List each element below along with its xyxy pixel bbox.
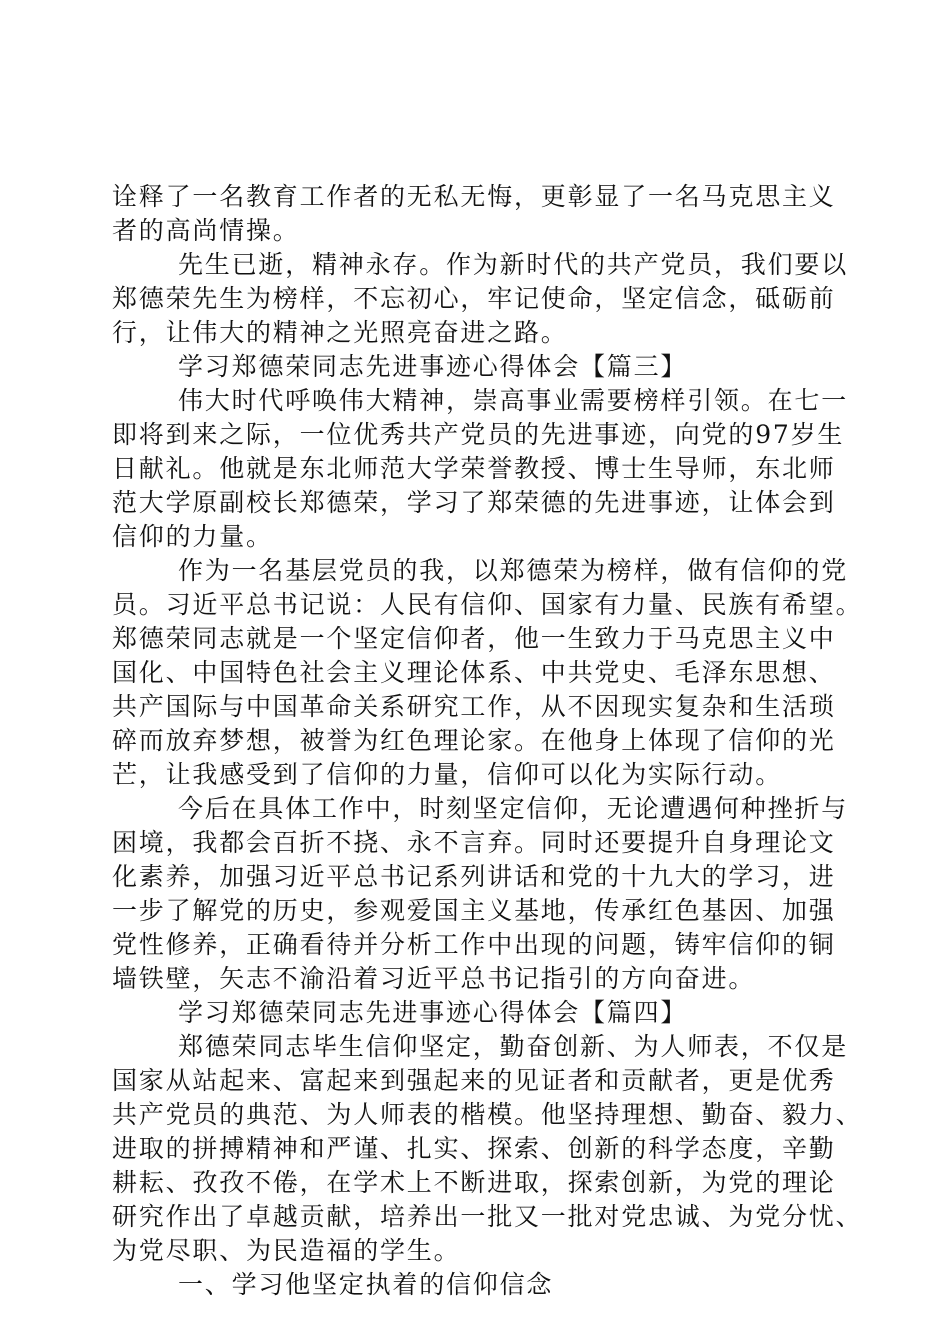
text-line: 进取的拼搏精神和严谨、扎实、探索、创新的科学态度，辛勤 — [112, 1134, 836, 1163]
text-line: 为党尽职、为民造福的学生。 — [112, 1236, 461, 1265]
text-line: 芒，让我感受到了信仰的力量，信仰可以化为实际行动。 — [112, 760, 783, 789]
paragraph-start: 作为一名基层党员的我，以郑德荣为榜样，做有信仰的党 — [178, 556, 849, 585]
text-line: 研究作出了卓越贡献，培养出一批又一批对党忠诚、为党分忧、 — [112, 1202, 863, 1231]
text-line: 即将到来之际，一位优秀共产党员的先进事迹，向党的97岁生 — [112, 420, 845, 449]
text-line: 诠释了一名教育工作者的无私无悔，更彰显了一名马克思主义 — [112, 182, 836, 211]
text-line: 日献礼。他就是东北师范大学荣誉教授、博士生导师，东北师 — [112, 454, 836, 483]
paragraph-start: 伟大时代呼唤伟大精神，崇高事业需要榜样引领。在七一 — [178, 386, 849, 415]
text-line: 党性修养，正确看待并分析工作中出现的问题，铸牢信仰的铜 — [112, 930, 836, 959]
text-line: 一步了解党的历史，参观爱国主义基地，传承红色基因、加强 — [112, 896, 836, 925]
text-line: 墙铁壁，矢志不渝沿着习近平总书记指引的方向奋进。 — [112, 964, 756, 993]
text-line: 碎而放弃梦想，被誉为红色理论家。在他身上体现了信仰的光 — [112, 726, 836, 755]
text-line: 范大学原副校长郑德荣，学习了郑荣德的先进事迹，让体会到 — [112, 488, 836, 517]
sub-heading: 一、学习他坚定执着的信仰信念 — [178, 1270, 554, 1299]
section-heading-part-4: 学习郑德荣同志先进事迹心得体会【篇四】 — [178, 998, 688, 1027]
text-line: 员。习近平总书记说：人民有信仰、国家有力量、民族有希望。 — [112, 590, 863, 619]
paragraph-start: 郑德荣同志毕生信仰坚定，勤奋创新、为人师表，不仅是 — [178, 1032, 849, 1061]
text-line: 困境，我都会百折不挠、永不言弃。同时还要提升自身理论文 — [112, 828, 836, 857]
paragraph-start: 今后在具体工作中，时刻坚定信仰，无论遭遇何种挫折与 — [178, 794, 849, 823]
text-line: 共产国际与中国革命关系研究工作，从不因现实复杂和生活琐 — [112, 692, 836, 721]
text-line: 化素养，加强习近平总书记系列讲话和党的十九大的学习，进 — [112, 862, 836, 891]
text-line: 郑德荣同志就是一个坚定信仰者，他一生致力于马克思主义中 — [112, 624, 836, 653]
text-line: 国化、中国特色社会主义理论体系、中共党史、毛泽东思想、 — [112, 658, 836, 687]
text-line: 行，让伟大的精神之光照亮奋进之路。 — [112, 318, 568, 347]
text-line: 共产党员的典范、为人师表的楷模。他坚持理想、勤奋、毅力、 — [112, 1100, 863, 1129]
text-line: 国家从站起来、富起来到强起来的见证者和贡献者，更是优秀 — [112, 1066, 836, 1095]
text-line: 信仰的力量。 — [112, 522, 273, 551]
text-line: 者的高尚情操。 — [112, 216, 300, 245]
paragraph-start: 先生已逝，精神永存。作为新时代的共产党员，我们要以 — [178, 250, 849, 279]
section-heading-part-3: 学习郑德荣同志先进事迹心得体会【篇三】 — [178, 352, 688, 381]
text-line: 郑德荣先生为榜样，不忘初心，牢记使命，坚定信念，砥砺前 — [112, 284, 836, 313]
text-line: 耕耘、孜孜不倦，在学术上不断进取，探索创新，为党的理论 — [112, 1168, 836, 1197]
